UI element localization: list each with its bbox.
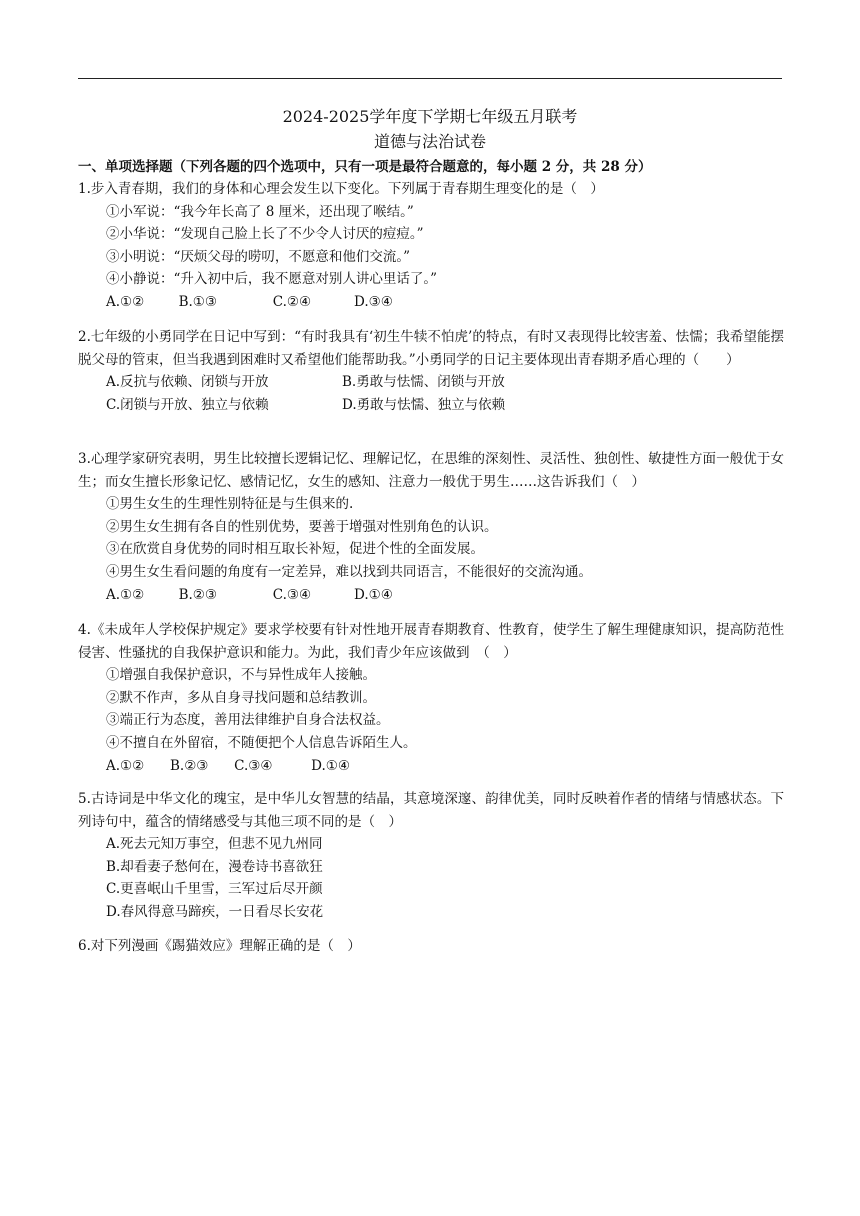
exam-title: 2024-2025学年度下学期七年级五月联考	[282, 107, 578, 126]
statement-item: ①男生女生的生理性别特征是与生俱来的.	[106, 496, 354, 513]
statement-item: ③小明说：“厌烦父母的唠叨，不愿意和他们交流。”	[106, 248, 411, 265]
statement-item: ②默不作声，多从自身寻找问题和总结教训。	[106, 689, 376, 706]
choice-c: C.更喜岷山千里雪，三军过后尽开颜	[106, 881, 323, 898]
answer-choices: A.①② B.①③ C.②④ D.③④	[106, 293, 393, 310]
statement-item: ②小华说：“发现自己脸上长了不少令人讨厌的痘痘。”	[106, 226, 424, 243]
question-3	[78, 448, 784, 606]
statement-item: ④不擅自在外留宿，不随便把个人信息告诉陌生人。	[106, 734, 417, 751]
statement-item: ②男生女生拥有各自的性别优势，要善于增强对性别角色的认识。	[106, 518, 498, 535]
question-stem: 1.步入青春期，我们的身体和心理会发生以下变化。下列属于青春期生理变化的是（ ）	[78, 181, 604, 197]
statement-item: ③在欣赏自身优势的同时相互取长补短，促进个性的全面发展。	[106, 541, 484, 558]
header-rule	[78, 78, 782, 79]
question-stem: 2.七年级的小勇同学在日记中写到：“有时我具有‘初生牛犊不怕虎’的特点，有时又表现得比较害羞、怯懦；我希望能摆脱父母的管束，但当我遇到困难时又希望他们能帮助我。”小勇同学的日记主要体现出青春期矛盾心理的（ ）	[78, 329, 784, 368]
question-1	[78, 178, 784, 314]
choice-c: C.闭锁与开放、独立与依赖	[106, 396, 269, 413]
question-4	[78, 619, 784, 777]
question-stem: 6.对下列漫画《踢猫效应》理解正确的是（ ）	[78, 938, 361, 954]
statement-item: ①小军说：“我今年长高了 8 厘米，还出现了喉结。”	[106, 203, 414, 220]
question-5	[78, 788, 784, 924]
choice-a: A.反抗与依赖、闭锁与开放	[106, 374, 269, 391]
section-heading: 一、单项选择题（下列各题的四个选项中，只有一项是最符合题意的，每小题 2 分，共 28 分）	[78, 159, 652, 175]
statement-item: ④小静说：“升入初中后，我不愿意对别人讲心里话了。”	[106, 271, 438, 288]
answer-choices	[106, 371, 784, 416]
question-stem: 4.《未成年人学校保护规定》要求学校要有针对性地开展青春期教育、性教育，使学生了解生理健康知识，提高防范性侵害、性骚扰的自我保护意识和能力。为此，我们青少年应该做到 （ ）	[78, 622, 784, 661]
choice-a: A.死去元知万事空，但悲不见九州同	[106, 836, 323, 853]
question-stem: 5.古诗词是中华文化的瑰宝，是中华儿女智慧的结晶，其意境深邃、韵律优美，同时反映着作者的情绪与情感状态。下列诗句中，蕴含的情绪感受与其他三项不同的是（ ）	[78, 791, 784, 830]
choice-b: B.勇敢与怯懦、闭锁与开放	[342, 374, 505, 391]
statement-item: ③端正行为态度，善用法律维护自身合法权益。	[106, 712, 390, 729]
exam-subtitle: 道德与法治试卷	[373, 132, 486, 151]
choice-d: D.勇敢与怯懦、独立与依赖	[342, 396, 506, 413]
answer-choices: A.①② B.②③ C.③④ D.①④	[106, 586, 393, 603]
choice-d: D.春风得意马蹄疾，一日看尽长安花	[106, 903, 324, 920]
statement-item: ①增强自我保护意识，不与异性成年人接触。	[106, 667, 376, 684]
question-2	[78, 326, 784, 416]
question-6	[78, 935, 784, 958]
statement-item: ④男生女生看问题的角度有一定差异，难以找到共同语言，不能很好的交流沟通。	[106, 563, 592, 580]
question-stem: 3.心理学家研究表明，男生比较擅长逻辑记忆、理解记忆，在思维的深刻性、灵活性、独创性、敏捷性方面一般优于女生；而女生擅长形象记忆、感情记忆，女生的感知、注意力一般优于男生……这告诉我们（ ）	[78, 451, 784, 490]
answer-choices: A.①② B.②③ C.③④ D.①④	[106, 757, 350, 774]
choice-b: B.却看妻子愁何在，漫卷诗书喜欲狂	[106, 858, 323, 875]
